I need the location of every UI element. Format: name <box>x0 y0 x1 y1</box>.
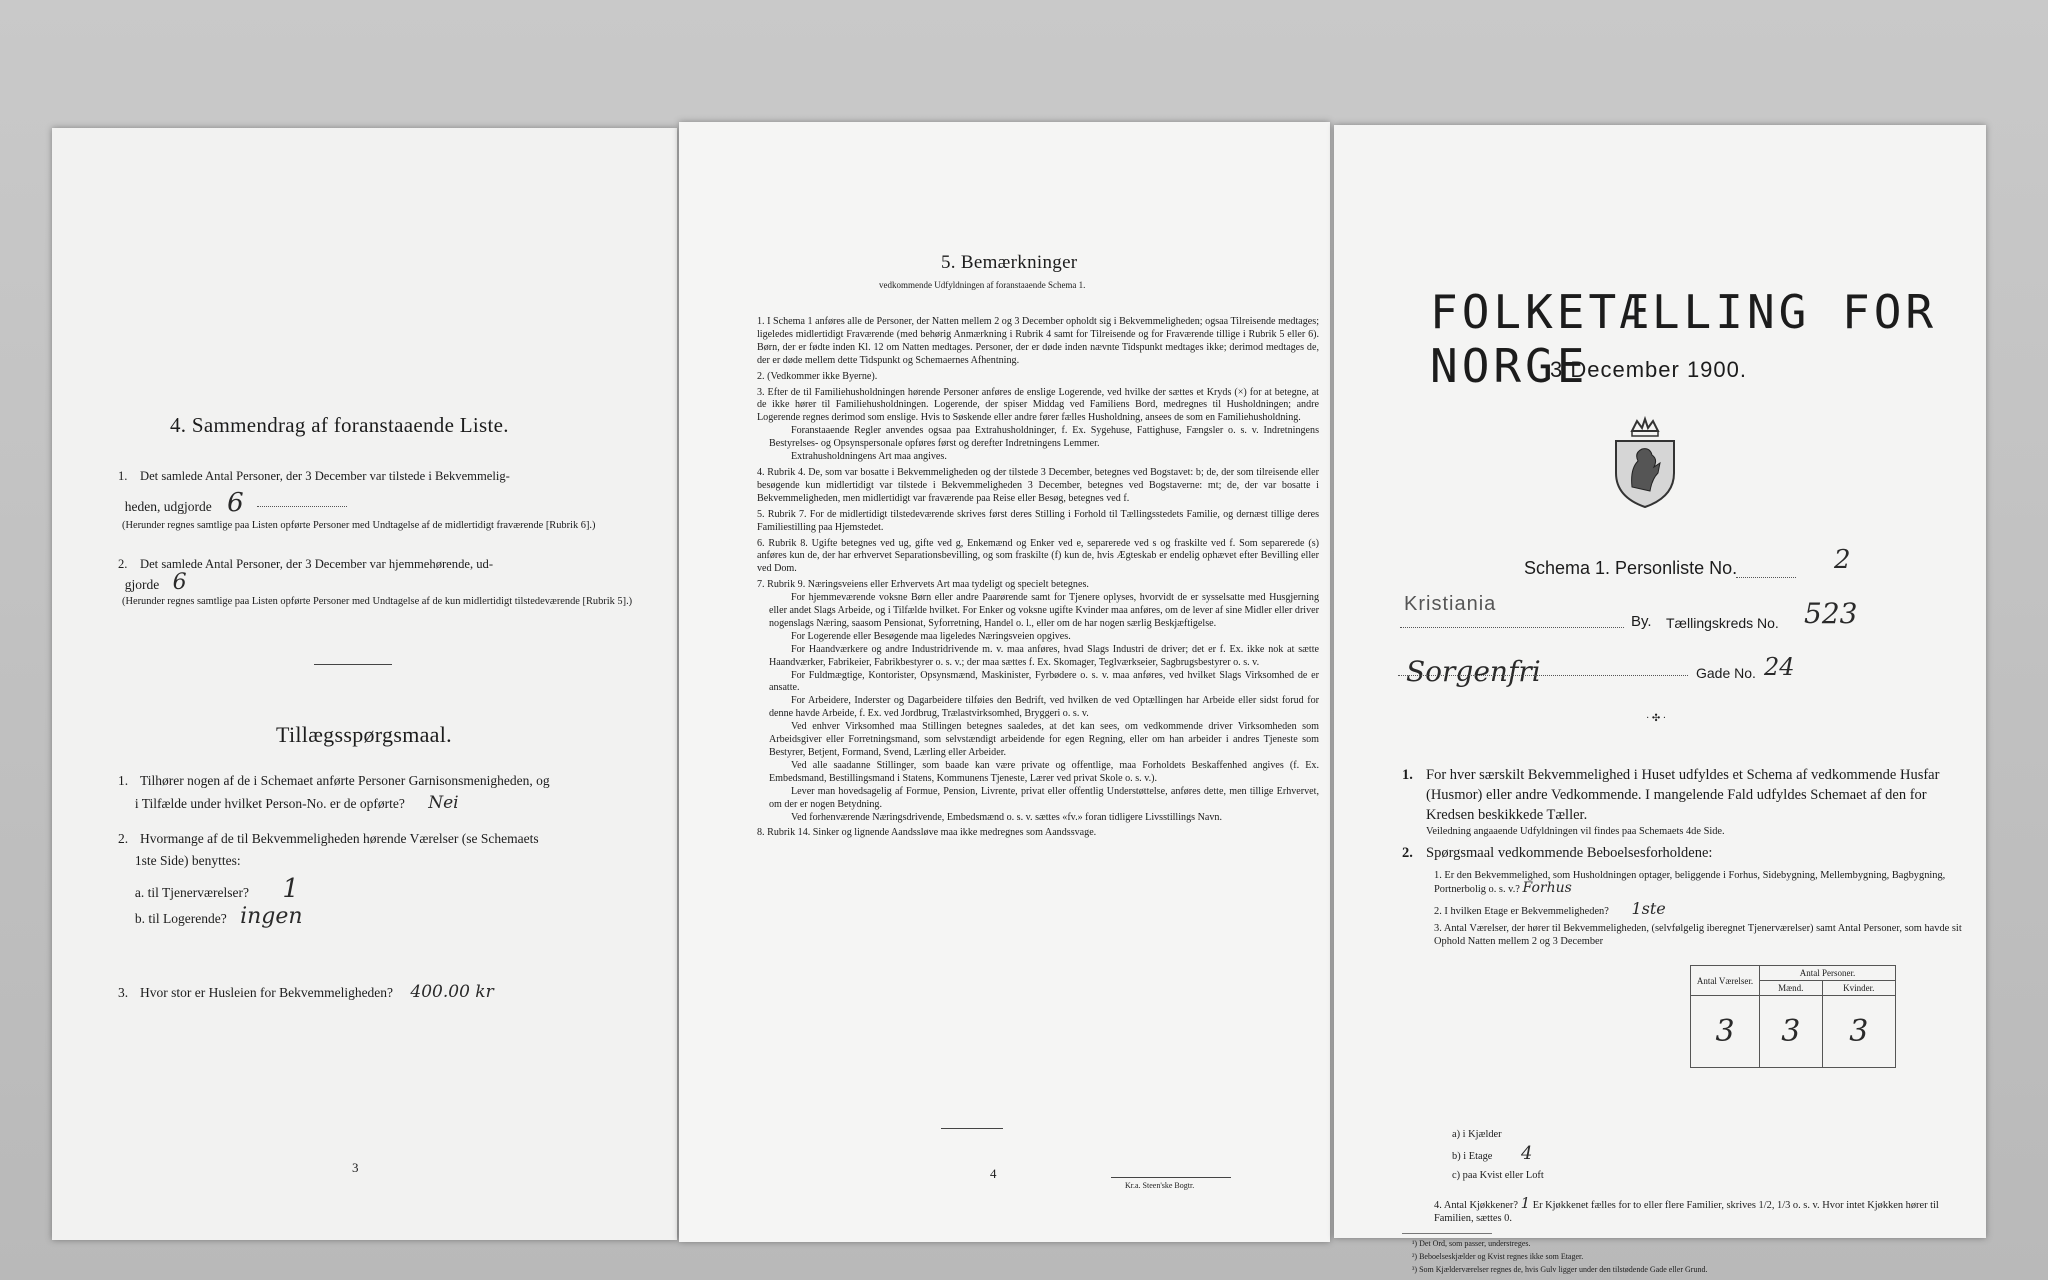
gade-number: 24 <box>1764 653 1795 681</box>
city-line <box>1400 627 1624 628</box>
footnote-1: ¹) Det Ord, som passer, understreges. <box>1412 1239 1531 1248</box>
remark-paragraph: 8. Rubrik 14. Sinker og lignende Aandssløve maa ikke medregnes som Aandssvage. <box>757 827 1097 839</box>
gade-label: Gade No. <box>1696 665 1756 681</box>
census-date: 3 December 1900. <box>1550 357 1747 382</box>
cell-women: 3 <box>1822 996 1895 1068</box>
instruction-1-text: For hver særskilt Bekvemmelighed i Huset udfyldes et Schema af vedkommende Husfar (Husmor) eller andre Vedkommende. I mangelende Fald udfyldes Schemaet af den for Kredsen beskikkede Tæller. <box>1426 767 1940 823</box>
heading-summary: 4. Sammendrag af foranstaaende Liste. <box>170 413 509 437</box>
housing-q2: I hvilken Etage er Bekvemmeligheden? <box>1444 906 1609 917</box>
remark-paragraph: 4. Rubrik 4. De, som var bosatte i Bekvemmeligheden og der tilstede 3 December, betegnes ved Bogstavet: b; de, der som tilreisende eller besøgende kun midlertidigt var tilstede i Bekvemmeligheden 3 December, betegnes ved Bogstaverne: mt; de, der var bosatte i Bekvemmeligheden, men midlertidigt var fraværende paa Reise eller Besøg, betegnes ved f. <box>757 466 1319 504</box>
extra-q2a-answer: 1 <box>282 874 299 904</box>
extra-q2b-label: b. til Logerende? <box>134 911 227 926</box>
kreds-number: 523 <box>1804 597 1858 630</box>
rooms-table <box>1690 965 1896 1068</box>
remark-paragraph: Ved enhver Virksomhed maa Stillingen betegnes saaledes, at det kan sees, om vedkommende driver Virksomheden som Arbeidsgiver eller Forretningsmand, som selvstændigt arbeidende for egen Regning, eller om han arbeider i andres Tjeneste som Bestyrer, Betjent, Formand, Svend, Lærling eller Arbeider. <box>769 721 1319 758</box>
remark-paragraph: 2. (Vedkommer ikke Byerne). <box>757 370 878 382</box>
schema-label: Schema 1. Personliste No. <box>1524 558 1738 578</box>
extra-q1-answer: Nei <box>428 793 459 813</box>
housing-questions: 1. Er den Bekvemmelighed, som Husholdningen optager, beliggende i Forhus, Sidebygning, Mellembygning, Bagbygning, Portnerbolig o. s. v.? Forhus 2. I hvilken Etage er Bekvemmeligheden? 1ste 3. Antal Værelser, der hører til Bekvemmeligheden, (selvfølgelig iberegnet Tjenerværelser) samt Antal Personer, som havde sit Ophold Natten mellem 2 og 3 December <box>1434 870 1962 947</box>
remark-paragraph: For Arbeidere, Inderster og Dagarbeidere tilføies den Bedrift, ved hvilken de ved Optællingen har Arbeide eller sidst forud for denne havde Arbeide, f. Ex. ved Jordbrug, Trælastvirksomhed, Bryggeri o. s. v. <box>769 695 1319 720</box>
extra-q1-text: Tilhører nogen af de i Schemaet anførte Personer Garnisonsmenigheden, og <box>140 773 550 788</box>
kitchen-question: 4. Antal Kjøkkener? 1 Er Kjøkkenet fælles for to eller flere Familier, skrives 1/2, 1/3 o. s. v. Hvor intet Kjøkken hører til Familien, sættes 0. <box>1434 1194 1939 1224</box>
footnote-3: ³) Som Kjælderværelser regnes de, hvis Gulv ligger under den tilstødende Gade eller Grund. <box>1412 1265 1708 1274</box>
floor-rows <box>1452 1125 1544 1185</box>
heading-extra-questions: Tillægsspørgsmaal. <box>276 722 452 747</box>
header-men: Mænd. <box>1760 981 1823 996</box>
housing-q1: Er den Bekvemmelighed, som Husholdningen optager, beliggende i Forhus, Sidebygning, Mellembygning, Bagbygning, Portnerbolig o. s. v.? <box>1434 870 1946 895</box>
extra-q2-text: Hvormange af de til Bekvemmeligheden hørende Værelser (se Schemaets <box>140 831 539 846</box>
header-rooms: Antal Værelser. <box>1691 966 1760 996</box>
housing-q1-answer: Forhus <box>1522 880 1572 896</box>
norway-coat-of-arms-icon <box>1610 417 1680 509</box>
remark-paragraph: 7. Rubrik 9. Næringsveiens eller Erhvervets Art maa tydeligt og specielt betegnes. <box>757 579 1089 591</box>
header-persons: Antal Personer. <box>1760 966 1896 981</box>
schema-number-line <box>1736 577 1796 578</box>
extra-q3-answer: 400.00 kr <box>410 982 494 1002</box>
remark-paragraph: Ved forhenværende Næringsdrivende, Embedsmænd o. s. v. sættes «fv.» foran tidligere Livsstillings Navn. <box>791 811 1222 823</box>
remark-paragraph: For Haandværkere og andre Industridrivende m. v. maa anføres, hvad Slags Industri de driver; det er f. Ex. ikke nok at sætte Haandværker, Fabrikeier, Fabrikbestyrer o. s. v.; der maa sættes f. Ex. Skomager, Teglværkseier, Sagbrugsbestyrer o. s. v. <box>769 643 1319 668</box>
extra-q2-line2: 1ste Side) benyttes: <box>134 853 241 868</box>
cell-rooms: 3 <box>1691 996 1760 1068</box>
kitchen-q: Antal Kjøkkener? <box>1443 1200 1518 1211</box>
housing-q2-answer: 1ste <box>1631 899 1666 918</box>
schema-number: 2 <box>1834 545 1851 575</box>
extra-q1: 1. Tilhører nogen af de i Schemaet anførte Personer Garnisonsmenigheden, og i Tilfælde under hvilket Person-No. er de opførte? Nei <box>118 773 550 813</box>
footnote-2: ²) Beboelseskjælder og Kvist regnes ikke som Etager. <box>1412 1252 1584 1261</box>
subheading-remarks: vedkommende Udfyldningen af foranstaaende Schema 1. <box>879 280 1086 290</box>
kitchen-rest: Er Kjøkkenet fælles for to eller flere Familier, skrives 1/2, 1/3 o. s. v. Hvor intet Kjøkken hører til Familien, sættes 0. <box>1434 1200 1939 1224</box>
remarks-body <box>757 313 1319 840</box>
extra-q3: 3. Hvor stor er Husleien for Bekvemmeligheden? 400.00 kr <box>118 982 494 1002</box>
header-women: Kvinder. <box>1822 981 1895 996</box>
extra-q3-text: Hvor stor er Husleien for Bekvemmeligheden? <box>140 985 394 1000</box>
remark-paragraph: For hjemmeværende voksne Børn eller andre Paarørende samt for Tjenere oplyses, hvorvidt de er sysselsatte med Husgjerning eller andet Slags Arbeide, og i Tilfælde hvilket. For Enker og voksne ugifte Kvinder maa anføres, om de lever af sine Midler eller driver nogenslags Næring, saasom Pensionat, Syforretning, Handel o. l., eller om de har nogen særlig Beskjæftigelse. <box>769 592 1319 629</box>
remark-paragraph: 3. Efter de til Familiehusholdningen hørende Personer anføres de enslige Logerende, ved hvilke der sættes et Kryds (×) for at betegne, at de ikke hører til Familiehusholdningen. Logerende, der spiser Middag ved Familiens Bord, medregnes til Husholdningen; andre Logerende regnes derimod som enslige. Hvis to Søskende eller andre fører fælles Husholdning, ansees de som en Familiehusholdning. <box>757 386 1319 424</box>
row-b-label: b) i Etage <box>1452 1151 1493 1162</box>
summary-item-2-note: (Herunder regnes samtlige paa Listen opførte Personer med Undtagelse af de kun midlertidigt tilstedeværende [Rubrik 5].) <box>122 596 633 608</box>
kreds-label: Tællingskreds No. <box>1666 615 1779 631</box>
extra-q2a-label: a. til Tjenerværelser? <box>134 885 249 900</box>
row-a-label: a) i Kjælder <box>1452 1129 1502 1140</box>
extra-q2b-answer: ingen <box>240 904 303 929</box>
summary-item-1-line <box>257 506 347 507</box>
summary-item-2-text: Det samlede Antal Personer, der 3 December var hjemmehørende, ud- <box>140 557 494 571</box>
row-b-rooms-hand: 4 <box>1521 1143 1533 1164</box>
remark-paragraph: Ved alle saadanne Stillinger, som baade kan være private og offentlige, maa Forholdets Beskaffenhed angives (f. Ex. Embedsmand, Bestillingsmand i Statens, Kommunens Tjeneste, Lærer ved privat Skole o. s. v.). <box>769 759 1319 784</box>
remark-paragraph: For Fuldmægtige, Kontorister, Opsynsmænd, Maskinister, Fyrbødere o. s. v. maa anføres, ved hvilket Slags Virksomhed de er ansatte. <box>769 669 1319 694</box>
summary-item-2-value: 6 <box>172 569 187 595</box>
summary-item-2-line2: gjorde <box>124 576 160 592</box>
form-title: FOLKETÆLLING FOR NORGE <box>1430 285 1938 393</box>
page-right <box>1334 125 1986 1274</box>
summary-item-1: 1. Det samlede Antal Personer, der 3 December var tilstede i Bekvemmelig- heden, udgjorde 6 (Herunder regnes samtlige paa Listen opførte Personer med Undtagelse af de midlertidigt fraværende [Rubrik 6].) <box>118 468 670 532</box>
heading-remarks: 5. Bemærkninger <box>941 252 1078 273</box>
row-c-label: c) paa Kvist eller Loft <box>1452 1170 1544 1181</box>
city-stamp: Kristiania <box>1404 593 1497 615</box>
printer-rule <box>1111 1177 1231 1178</box>
extra-q1-line2: i Tilfælde under hvilket Person-No. er de opførte? <box>134 796 405 811</box>
page-middle <box>679 122 1330 1242</box>
page-number-left: 3 <box>352 1160 359 1175</box>
cell-men: 3 <box>1760 996 1823 1068</box>
instruction-2-text: Spørgsmaal vedkommende Beboelsesforholdene: <box>1426 845 1713 861</box>
divider <box>314 664 392 665</box>
street-line <box>1398 675 1688 676</box>
remark-paragraph: Extrahusholdningens Art maa angives. <box>791 451 947 463</box>
printer-imprint: Kr.a. Steen'ske Bogtr. <box>1125 1181 1195 1190</box>
page-number-middle: 4 <box>990 1166 997 1181</box>
ornament-icon: · ✣ · <box>1646 713 1667 724</box>
remark-paragraph: Lever man hovedsagelig af Formue, Pension, Livrente, privat eller offentlig Understøttelse, anføres dette, men tillige Erhvervet, om der er nogen Betydning. <box>769 785 1319 810</box>
instruction-1-note: Veiledning angaaende Udfyldningen vil findes paa Schemaets 4de Side. <box>1426 826 1725 837</box>
summary-item-1-line2: heden, udgjorde <box>124 498 212 514</box>
by-label: By. <box>1631 613 1652 630</box>
instruction-1: 1. For hver særskilt Bekvemmelighed i Huset udfyldes et Schema af vedkommende Husfar (Husmor) eller andre Vedkommende. I mangelende Fald udfyldes Schemaet af den for Kredsen beskikkede Tæller. Veiledning angaaende Udfyldningen vil findes paa Schemaets 4de Side. <box>1402 765 1962 838</box>
footnotes <box>1412 1237 1707 1276</box>
extra-q2: 2. Hvormange af de til Bekvemmeligheden hørende Værelser (se Schemaets 1ste Side) benyttes: a. til Tjenerværelser? 1 b. til Logerende? ingen <box>118 831 539 929</box>
footnote-rule <box>1402 1233 1492 1234</box>
remark-paragraph: For Logerende eller Besøgende maa ligeledes Næringsveien opgives. <box>791 630 1071 642</box>
remark-paragraph: 1. I Schema 1 anføres alle de Personer, der Natten mellem 2 og 3 December opholdt sig i Bekvemmeligheden; ogsaa Tilreisende medtages; ligeledes midlertidigt Fraværende (med behørig Anmærkning i Rubrik 4 samt for Tilreisende og for Fraværende tillige i Rubrik 5 eller 6). Børn, der er fødte inden Kl. 12 om Natten medtages. Personer, der er døde inden nævnte Tidspunkt medtages ikke; derimod medtages de, der er døde mellem dette Tidspunkt og Schemaernes Afhentning. <box>757 316 1319 366</box>
kitchen-answer: 1 <box>1520 1194 1531 1212</box>
remark-paragraph: 6. Rubrik 8. Ugifte betegnes ved ug, gifte ved g, Enkemænd og Enker ved e, separerede ved s og fraskilte ved f. Som separerede (s) anføres kun de, der har erhvervet Separationsbevilling, og som fraskilte (f) kun de, hvis Ægteskab er endelig ophævet efter Bevilling eller ved Dom. <box>757 537 1319 575</box>
summary-item-1-value: 6 <box>227 487 244 518</box>
summary-item-1-note: (Herunder regnes samtlige paa Listen opførte Personer med Undtagelse af de midlertidigt fraværende [Rubrik 6].) <box>122 520 596 532</box>
divider-bottom <box>941 1128 1003 1129</box>
summary-item-1-text: Det samlede Antal Personer, der 3 December var tilstede i Bekvemmelig- <box>140 469 510 483</box>
housing-q3: Antal Værelser, der hører til Bekvemmeligheden, (selvfølgelig iberegnet Tjenerværelser) samt Antal Personer, som havde sit Ophold Natten mellem 2 og 3 December <box>1434 923 1962 947</box>
street-name: Sorgenfri <box>1406 655 1541 688</box>
remark-paragraph: 5. Rubrik 7. For de midlertidigt tilstedeværende skrives først deres Stilling i Forhold til Tællingsstedets Familie, og dernæst tillige deres Familiestilling paa Hjemstedet. <box>757 508 1319 533</box>
page-left <box>52 128 677 1240</box>
summary-item-2: 2. Det samlede Antal Personer, der 3 December var hjemmehørende, ud- gjorde 6 (Herunder regnes samtlige paa Listen opførte Personer med Undtagelse af de kun midlertidigt tilstedeværende [Rubrik 5].) <box>118 556 670 608</box>
instruction-2: 2. Spørgsmaal vedkommende Beboelsesforholdene: <box>1402 845 1713 861</box>
remark-paragraph: Foranstaaende Regler anvendes ogsaa paa Extrahusholdninger, f. Ex. Sygehuse, Fattighuse, Fængsler o. s. v. Indretningens Bestyrelses- og Opsynspersonale opføres først og derefter Indretningens Lemmer. <box>769 425 1319 450</box>
